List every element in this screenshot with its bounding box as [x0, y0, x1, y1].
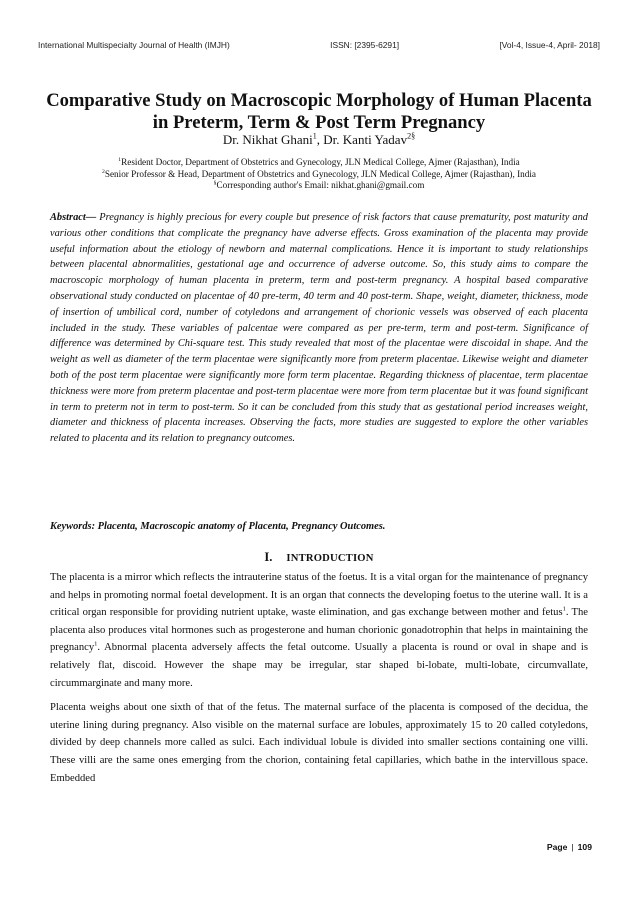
section-heading-introduction: [50, 550, 588, 565]
abstract-label: Abstract—: [50, 212, 97, 223]
abstract: [50, 210, 588, 447]
page-label: Page: [546, 842, 568, 852]
corresponding-author: [40, 180, 598, 192]
affiliation-mark: 2: [102, 168, 105, 175]
issn: ISSN: [2395-6291]: [330, 40, 400, 50]
author-2-affiliation-mark: 2§: [407, 131, 416, 141]
introduction-body: [50, 569, 588, 794]
affiliation-text: Resident Doctor, Department of Obstetrics and Gynecology, JLN Medical College, Ajmer (Rajasthan), India: [121, 157, 520, 167]
volume-issue: [Vol-4, Issue-4, April- 2018]: [499, 40, 600, 50]
affiliation-2: [40, 169, 598, 181]
section-number: I.: [264, 550, 273, 564]
intro-paragraph-1: The placenta is a mirror which reflects the intrauterine status of the foetus. It is a vital organ for the maintenance of pregnancy and helps in promoting normal foetal development. It is an organ that connects the developing foetus to the uterine wall. It is a critical organ responsible for providing nutrient uptake, waste elimination, and gas exchange between mother and fetus$^1$. The placenta also produces vital hormones such as progesterone and human chorionic gonadotrophin that helps in maintaining the pregnancy$^1$. Abnormal placenta adversely affects the fetal outcome. Usually a placenta is round or oval in shape and is relatively flat, discoid. However the shape may be irregular, star shaped bi-lobate, multi-lobate, circumvallate, circummarginate and many more.: [50, 572, 589, 689]
keywords: Keywords: Placenta, Macroscopic anatomy of Placenta, Pregnancy Outcomes.: [50, 521, 386, 532]
intro-paragraph-2: Placenta weighs about one sixth of that of the fetus. The maternal surface of the placenta is composed of the decidua, the uterine lining during pregnancy. Also visible on the maternal surface are lobules, approximately 15 to 20 called cotyledons, divided by deep channels more called as sulci. Each individual lobule is divided into smaller sections containing one villi. These villi are the same ones emerging from the chorion, containing fetal capillaries, which bathe in the intervillous space. Embedded: [50, 702, 588, 784]
author-line: [40, 132, 598, 147]
author-1-affiliation-mark: 1: [312, 131, 317, 141]
affiliation-mark: §: [213, 180, 217, 187]
affiliation-mark: 1: [118, 156, 122, 163]
page-separator: |: [571, 842, 574, 852]
running-header: [38, 40, 600, 50]
affiliations: [40, 157, 598, 192]
journal-name: International Multispecialty Journal of Health (IMJH): [38, 40, 230, 50]
corresponding-email: Corresponding author's Email: nikhat.ghani@gmail.com: [216, 180, 425, 191]
paper-title: Comparative Study on Macroscopic Morphology of Human Placenta in Preterm, Term & Post Term Pregnancy: [46, 90, 592, 133]
page-number: 109: [577, 842, 592, 852]
affiliation-1: [40, 157, 598, 169]
citation-ref: 1: [94, 640, 98, 648]
author-separator: ,: [316, 132, 324, 147]
author-2: Dr. Kanti Yadav: [323, 132, 408, 147]
page-footer: [547, 842, 592, 852]
abstract-text: Pregnancy is highly precious for every couple but presence of risk factors that cause prematurity, post maturity and various other conditions that complicate the pregnancy have adverse effects. Gross examination of the placenta may provide useful information about the etiology of newborn and maternal complications. Hence it is important to study relationships between placental abnormalities, gestational age and occurrence of adverse outcome. So, this study aims to compare the macroscopic morphology of human placenta in preterm, term and post-term pregnancy. A hospital based comparative observational study conducted on placentae of 40 pre-term, 40 term and 40 post-term. Shape, weight, diameter, thickness, mode of insertion of umbilical cord, number of cotyledons and arrangement of chorionic vessels was observed of each placenta included in the study. These variables of palcentae were compared as per pre-term, term and post-term. Significance of difference was determined by Chi-square test. This study revealed that most of the placentae were discoidal in shape. And the weight as well as diameter of the term placentae were significantly more from preterm placentae. Likewise weight and diameter both of the post term placentae were significantly more form term placentae. Regarding thickness of placentae, term placentae thickness were more from preterm placentae and post-term placentae were more from term placentae but it was found significant in term to preterm not in term to post-term. So it can be concluded from this study that as gestational period increases weight, diameter and thickness of placenta increases. Observing the facts, more studies are suggested to explore the other variables related to placenta and its relation to pregnancy outcomes.: [50, 212, 588, 445]
section-title: INTRODUCTION: [286, 553, 374, 564]
citation-ref: 1: [562, 605, 566, 613]
author-1: Dr. Nikhat Ghani: [222, 132, 313, 147]
affiliation-text: Senior Professor & Head, Department of Obstetrics and Gynecology, JLN Medical College, Ajmer (Rajasthan), India: [104, 168, 536, 179]
